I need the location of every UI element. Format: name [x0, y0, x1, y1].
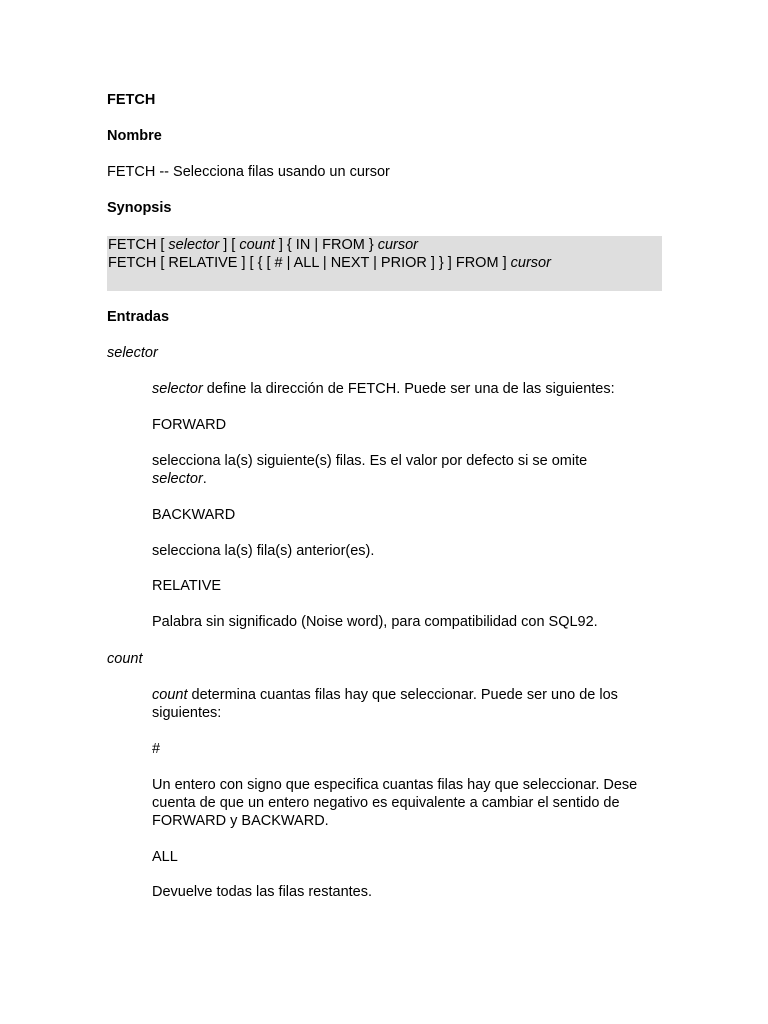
synopsis-heading: Synopsis [107, 200, 172, 216]
forward-desc-line-2 [152, 470, 207, 488]
forward-desc-line-1: selecciona la(s) siguiente(s) filas. Es el valor por defecto si se omite [152, 453, 588, 469]
selector-desc-term: selector [152, 381, 203, 397]
nombre-heading: Nombre [107, 128, 162, 144]
selector-desc-text: define la dirección de FETCH. Puede ser una de las siguientes: [202, 381, 615, 397]
backward-term: BACKWARD [152, 507, 236, 523]
count-desc-line-2: siguientes: [152, 705, 222, 721]
selector-term: selector [107, 345, 158, 361]
hash-term: # [152, 741, 161, 757]
synopsis-param: count [239, 237, 275, 253]
hash-desc-line-1: Un entero con signo que especifica cuantas filas hay que seleccionar. Dese [152, 777, 638, 793]
synopsis-line-2 [108, 254, 551, 272]
relative-desc: Palabra sin significado (Noise word), para compatibilidad con SQL92. [152, 614, 598, 630]
all-desc: Devuelve todas las filas restantes. [152, 884, 373, 900]
synopsis-text: FETCH [ RELATIVE ] [ { [ # | ALL | NEXT | PRIOR ] } ] FROM ] [108, 255, 511, 271]
synopsis-line-1 [108, 236, 418, 254]
synopsis-text: FETCH [ [108, 237, 169, 253]
count-desc-term: count [152, 687, 188, 703]
selector-description [152, 380, 615, 398]
synopsis-text: ] [ [219, 237, 240, 253]
relative-term: RELATIVE [152, 578, 222, 594]
synopsis-box [107, 236, 662, 291]
all-term: ALL [152, 849, 178, 865]
synopsis-text: ] { IN | FROM } [274, 237, 378, 253]
count-term: count [107, 651, 143, 667]
synopsis-param: cursor [510, 255, 551, 271]
entradas-heading: Entradas [107, 309, 170, 325]
backward-desc: selecciona la(s) fila(s) anterior(es). [152, 543, 375, 559]
hash-desc-line-2: cuenta de que un entero negativo es equivalente a cambiar el sentido de [152, 795, 620, 811]
forward-desc-term: selector [152, 471, 203, 487]
synopsis-param: selector [168, 237, 220, 253]
forward-desc-end: . [202, 471, 207, 487]
nombre-text: FETCH -- Selecciona filas usando un cursor [107, 164, 390, 180]
count-desc-line-1 [152, 686, 618, 704]
forward-term: FORWARD [152, 417, 227, 433]
hash-desc-line-3: FORWARD y BACKWARD. [152, 813, 329, 829]
doc-title: FETCH [107, 92, 156, 108]
count-desc-text: determina cuantas filas hay que seleccionar. Puede ser uno de los [187, 687, 618, 703]
synopsis-param: cursor [377, 237, 419, 253]
